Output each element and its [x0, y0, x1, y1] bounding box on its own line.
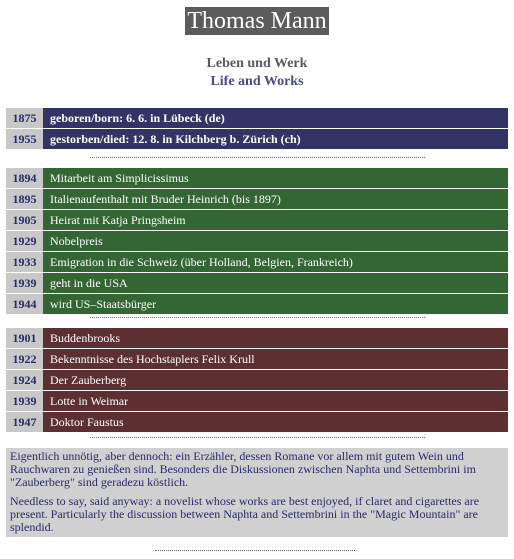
- table-row: [6, 273, 508, 293]
- subtitle-german: Leben und Werk: [206, 56, 308, 71]
- year-cell: 1933: [6, 252, 43, 272]
- event-cell: Nobelpreis: [43, 231, 508, 251]
- year-cell: 1894: [6, 168, 43, 188]
- work-title-cell: Doktor Faustus: [43, 412, 508, 432]
- event-cell: wird US–Staatsbürger: [43, 294, 508, 314]
- table-row: [6, 129, 508, 149]
- works-table: [6, 328, 508, 432]
- event-cell: geboren/born: 6. 6. in Lübeck (de): [43, 108, 508, 128]
- year-cell: 1947: [6, 412, 43, 432]
- table-row: [6, 252, 508, 272]
- event-cell: Emigration in die Schweiz (über Holland, Belgien, Frankreich): [43, 252, 508, 272]
- year-cell: 1924: [6, 370, 43, 390]
- event-cell: geht in die USA: [43, 273, 508, 293]
- work-title-cell: Bekenntnisse des Hochstaplers Felix Krull: [43, 349, 508, 369]
- life-dates-table: [6, 108, 508, 149]
- subtitle-english: Life and Works: [210, 74, 304, 89]
- table-row: [6, 189, 508, 209]
- table-row: [6, 108, 508, 128]
- year-cell: 1875: [6, 108, 43, 128]
- dotted-divider: [90, 317, 425, 318]
- year-cell: 1939: [6, 391, 43, 411]
- year-cell: 1955: [6, 129, 43, 149]
- work-title-cell: Buddenbrooks: [43, 328, 508, 348]
- comment-german: Eigentlich unnötig, aber dennoch: ein Erzähler, dessen Romane vor allem mit gutem Wein und Rauchwaren zu genießen sind. Besonders die Diskussionen zwischen Naphta und Settembrini im "Zauberberg" sind geradezu köstlich.: [10, 449, 476, 489]
- comment-english: Needless to say, said anyway: a novelist whose works are best enjoyed, if claret and cigarettes are present. Particularly the discussion between Naphta and Settembrini in the "Magic Mountain" are splendid.: [10, 494, 480, 534]
- dotted-divider: [90, 157, 425, 158]
- event-cell: gestorben/died: 12. 8. in Kilchberg b. Zürich (ch): [43, 129, 508, 149]
- work-title-cell: Der Zauberberg: [43, 370, 508, 390]
- table-row: [6, 328, 508, 348]
- table-row: [6, 370, 508, 390]
- year-cell: 1895: [6, 189, 43, 209]
- year-cell: 1944: [6, 294, 43, 314]
- table-row: [6, 412, 508, 432]
- event-cell: Heirat mit Katja Pringsheim: [43, 210, 508, 230]
- work-title-cell: Lotte in Weimar: [43, 391, 508, 411]
- year-cell: 1939: [6, 273, 43, 293]
- page-title: Thomas Mann: [187, 8, 327, 34]
- dotted-divider: [155, 550, 355, 551]
- header: [0, 0, 514, 35]
- table-row: [6, 391, 508, 411]
- event-cell: Mitarbeit am Simplicissimus: [43, 168, 508, 188]
- table-row: [6, 349, 508, 369]
- year-cell: 1905: [6, 210, 43, 230]
- year-cell: 1922: [6, 349, 43, 369]
- biography-events-table: [6, 168, 508, 314]
- comment-box: [6, 448, 508, 537]
- table-row: [6, 210, 508, 230]
- table-row: [6, 168, 508, 188]
- year-cell: 1929: [6, 231, 43, 251]
- table-row: [6, 294, 508, 314]
- table-row: [6, 231, 508, 251]
- event-cell: Italienaufenthalt mit Bruder Heinrich (bis 1897): [43, 189, 508, 209]
- dotted-divider: [90, 437, 425, 438]
- subtitle: [0, 55, 514, 91]
- year-cell: 1901: [6, 328, 43, 348]
